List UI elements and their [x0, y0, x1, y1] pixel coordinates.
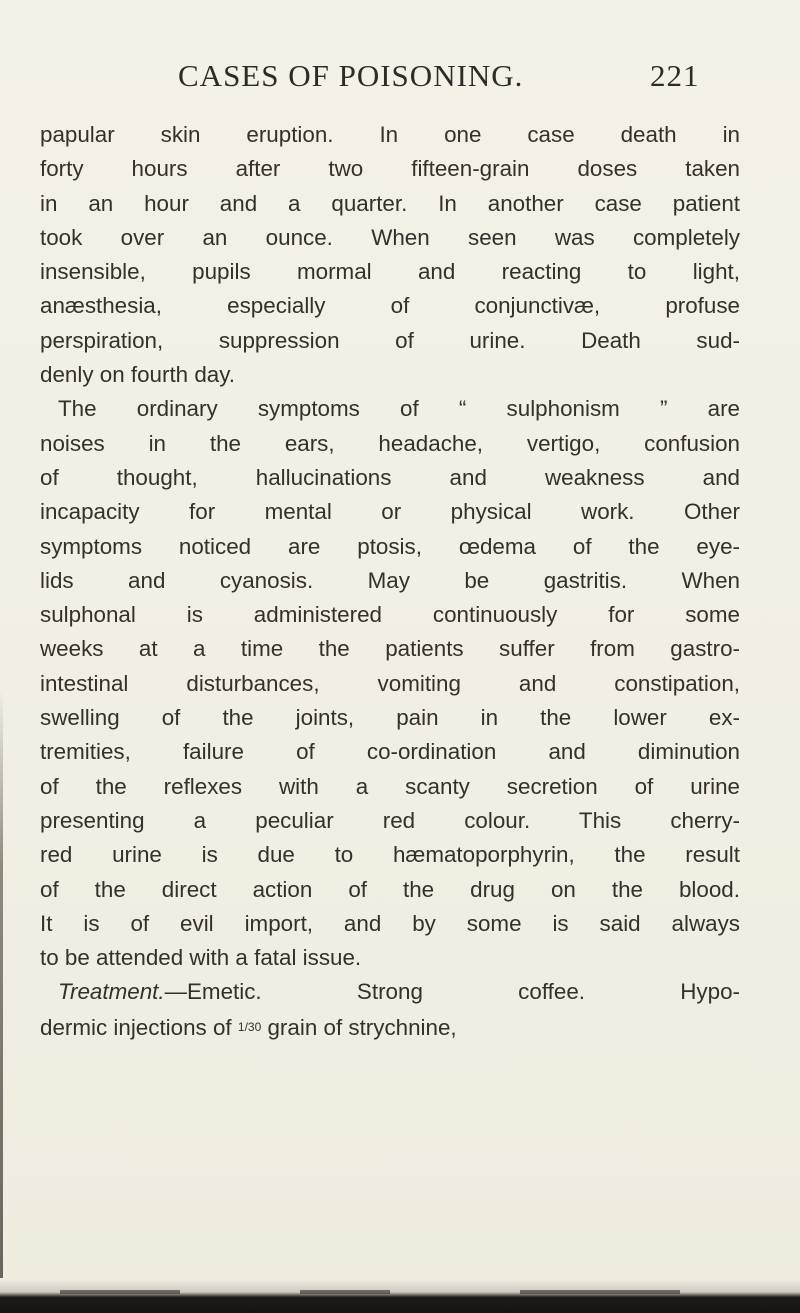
text-line: in an hour and a quarter. In another case patient — [40, 190, 740, 216]
text-line: presenting a peculiar red colour. This cherry- — [40, 807, 740, 833]
body-text — [40, 118, 740, 1045]
treatment-text-after: grain of strychnine, — [267, 1014, 457, 1040]
text-line: red urine is due to hæmatoporphyrin, the result — [40, 842, 740, 868]
treatment-line — [40, 975, 740, 1009]
treatment-label: Treatment. — [58, 979, 165, 1005]
text-line: weeks at a time the patients suffer from gastro- — [40, 636, 740, 662]
dose-fraction: 1/30 — [237, 1019, 262, 1034]
text-line: It is of evil import, and by some is said always — [40, 910, 740, 936]
scan-bottom-edge — [0, 1278, 800, 1313]
text-line: of the direct action of the drug on the blood. — [40, 876, 740, 902]
page-edge-shadow — [0, 690, 3, 1280]
text-line: lids and cyanosis. May be gastritis. When — [40, 567, 740, 593]
scan-artifact — [520, 1290, 680, 1294]
text-line: of the reflexes with a scanty secretion of urine — [40, 773, 740, 799]
text-line: papular skin eruption. In one case death in — [40, 122, 740, 147]
text-line: sulphonal is administered continuously for some — [40, 602, 740, 628]
page-number: 221 — [650, 58, 700, 93]
chapter-title: CASES OF POISONING. — [178, 58, 524, 93]
text-line: perspiration, suppression of urine. Death sud- — [40, 327, 740, 353]
scan-artifact — [60, 1290, 180, 1294]
treatment-line-2 — [40, 1010, 740, 1045]
running-header — [178, 58, 738, 94]
text-line: swelling of the joints, pain in the lower ex- — [40, 705, 740, 731]
text-line: of thought, hallucinations and weakness and — [40, 464, 740, 490]
text-line: tremities, failure of co-ordination and diminution — [40, 739, 740, 765]
text-line: The ordinary symptoms of “ sulphonism ” are — [58, 396, 740, 422]
text-line: took over an ounce. When seen was completely — [40, 224, 740, 250]
treatment-text: —Emetic. Strong coffee. Hypo- — [164, 979, 740, 1005]
text-line: incapacity for mental or physical work. Other — [40, 499, 740, 525]
text-line: denly on fourth day. — [40, 362, 236, 388]
treatment-text-before: dermic injections of — [40, 1014, 232, 1040]
text-line: forty hours after two fifteen-grain doses taken — [40, 156, 740, 182]
text-line: symptoms noticed are ptosis, œdema of the eye- — [40, 533, 740, 559]
text-line: to be attended with a fatal issue. — [40, 945, 362, 971]
text-line: insensible, pupils mormal and reacting to light, — [40, 259, 740, 285]
text-line: noises in the ears, headache, vertigo, confusion — [40, 430, 740, 456]
text-line: anæsthesia, especially of conjunctivæ, profuse — [40, 293, 740, 319]
text-line: intestinal disturbances, vomiting and constipation, — [40, 670, 740, 696]
scan-artifact — [300, 1290, 390, 1294]
